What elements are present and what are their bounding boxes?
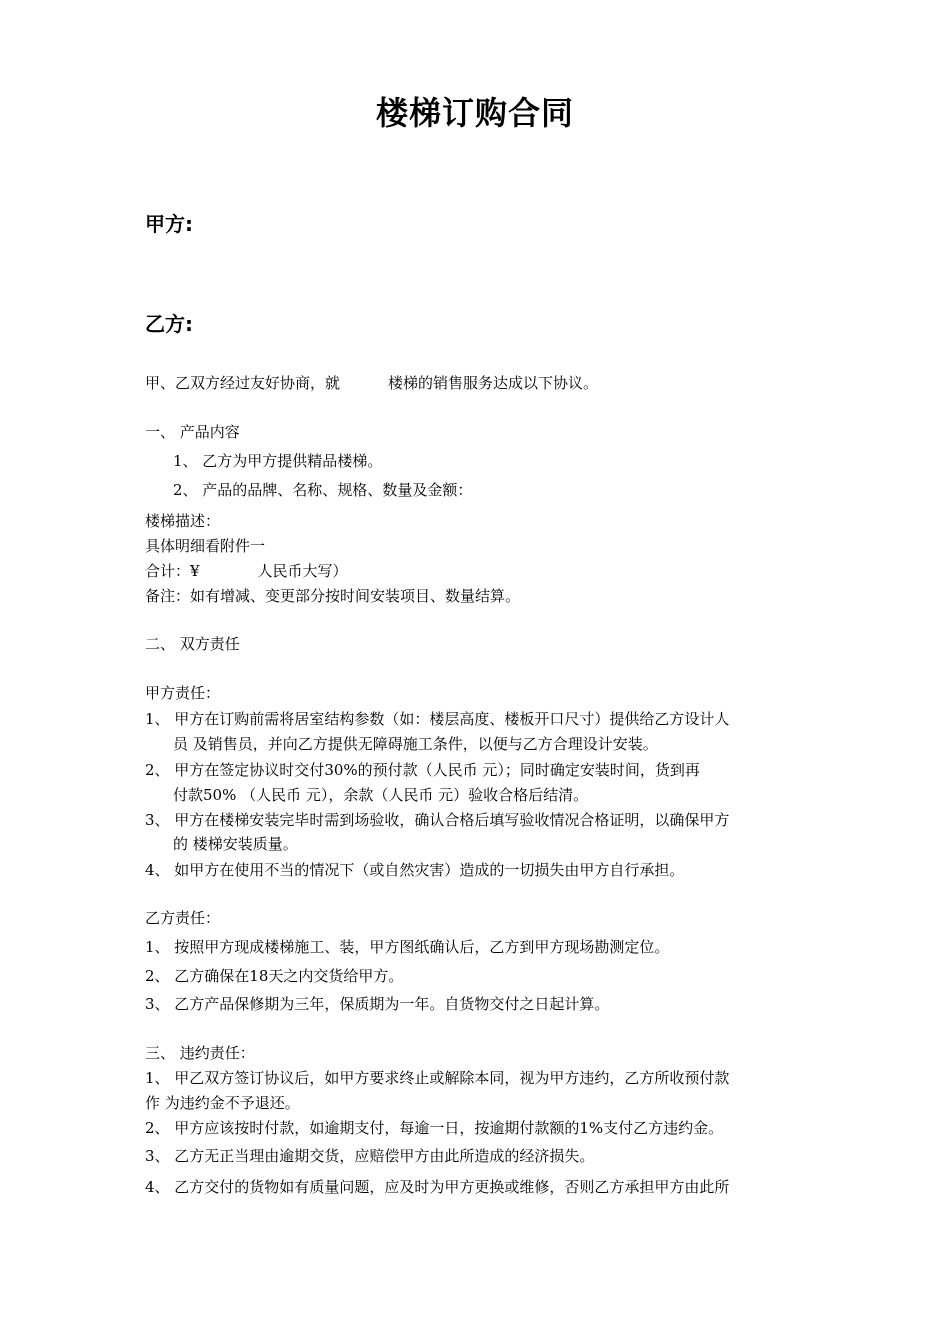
breach-item-1-cont: 作 为违约金不予退还。 (145, 1094, 300, 1112)
party-b-duty-1: 1、 按照甲方现成楼梯施工、装，甲方图纸确认后，乙方到甲方现场勘测定位。 (145, 938, 670, 956)
breach-item-3: 3、 乙方无正当理由逾期交货，应赔偿甲方由此所造成的经济损失。 (145, 1147, 595, 1165)
party-b-duties-title: 乙方责任： (145, 909, 221, 927)
party-b-duty-3: 3、 乙方产品保修期为三年，保质期为一年。自货物交付之日起计算。 (145, 995, 610, 1013)
party-a-duty-2-cont: 付款50% （人民币 元），余款（人民币 元）验收合格后结清。 (173, 786, 589, 804)
party-a-duty-2: 2、 甲方在签定协议时交付30%的预付款（人民币 元）；同时确定安装时间，货到再 (145, 761, 700, 779)
total-line (145, 561, 348, 581)
remark-line: 备注：如有增减、变更部分按时间安装项目、数量结算。 (145, 587, 521, 605)
party-a-duty-3: 3、 甲方在楼梯安装完毕时需到场验收，确认合格后填写验收情况合格证明，以确保甲方 (145, 811, 730, 829)
document-title: 楼梯订购合同 (375, 94, 574, 132)
party-a-duty-3-cont: 的 楼梯安装质量。 (173, 835, 298, 853)
total-rmb-upper: 人民币大写） (257, 562, 348, 580)
party-a-duties-title: 甲方责任： (145, 684, 221, 702)
intro-text-start: 甲、乙双方经过友好协商，就 (145, 374, 341, 392)
intro-text-end: 楼梯的销售服务达成以下协议。 (388, 374, 599, 392)
party-b-label: 乙方: (145, 312, 193, 336)
section-1-item-2: 2、 产品的品牌、名称、规格、数量及金额： (173, 481, 473, 499)
stair-description-label: 楼梯描述： (145, 512, 221, 530)
section-1-heading: 一、 产品内容 (145, 423, 240, 441)
breach-item-1: 1、 甲乙双方签订协议后，如甲方要求终止或解除本同，视为甲方违约，乙方所收预付款 (145, 1069, 730, 1087)
intro-paragraph (145, 373, 598, 393)
breach-item-4: 4、 乙方交付的货物如有质量问题，应及时为甲方更换或维修，否则乙方承担甲方由此所 (145, 1178, 730, 1196)
section-3-heading: 三、 违约责任： (145, 1044, 255, 1062)
breach-item-2: 2、 甲方应该按时付款，如逾期支付，每逾一日，按逾期付款额的1%支付乙方违约金。 (145, 1119, 724, 1137)
detail-reference: 具体明细看附件一 (145, 537, 266, 555)
party-a-label: 甲方: (145, 212, 193, 236)
party-b-duty-2: 2、 乙方确保在18天之内交货给甲方。 (145, 967, 404, 985)
section-1-item-1: 1、 乙方为甲方提供精品楼梯。 (173, 452, 383, 470)
total-label: 合计：¥ (145, 562, 200, 580)
party-a-duty-4: 4、 如甲方在使用不当的情况下（或自然灾害）造成的一切损失由甲方自行承担。 (145, 861, 685, 879)
section-2-heading: 二、 双方责任 (145, 635, 240, 653)
party-a-duty-1: 1、 甲方在订购前需将居室结构参数（如：楼层高度、楼板开口尺寸）提供给乙方设计人 (145, 710, 730, 728)
party-a-duty-1-cont: 员 及销售员，并向乙方提供无障碍施工条件，以便与乙方合理设计安装。 (173, 735, 658, 753)
